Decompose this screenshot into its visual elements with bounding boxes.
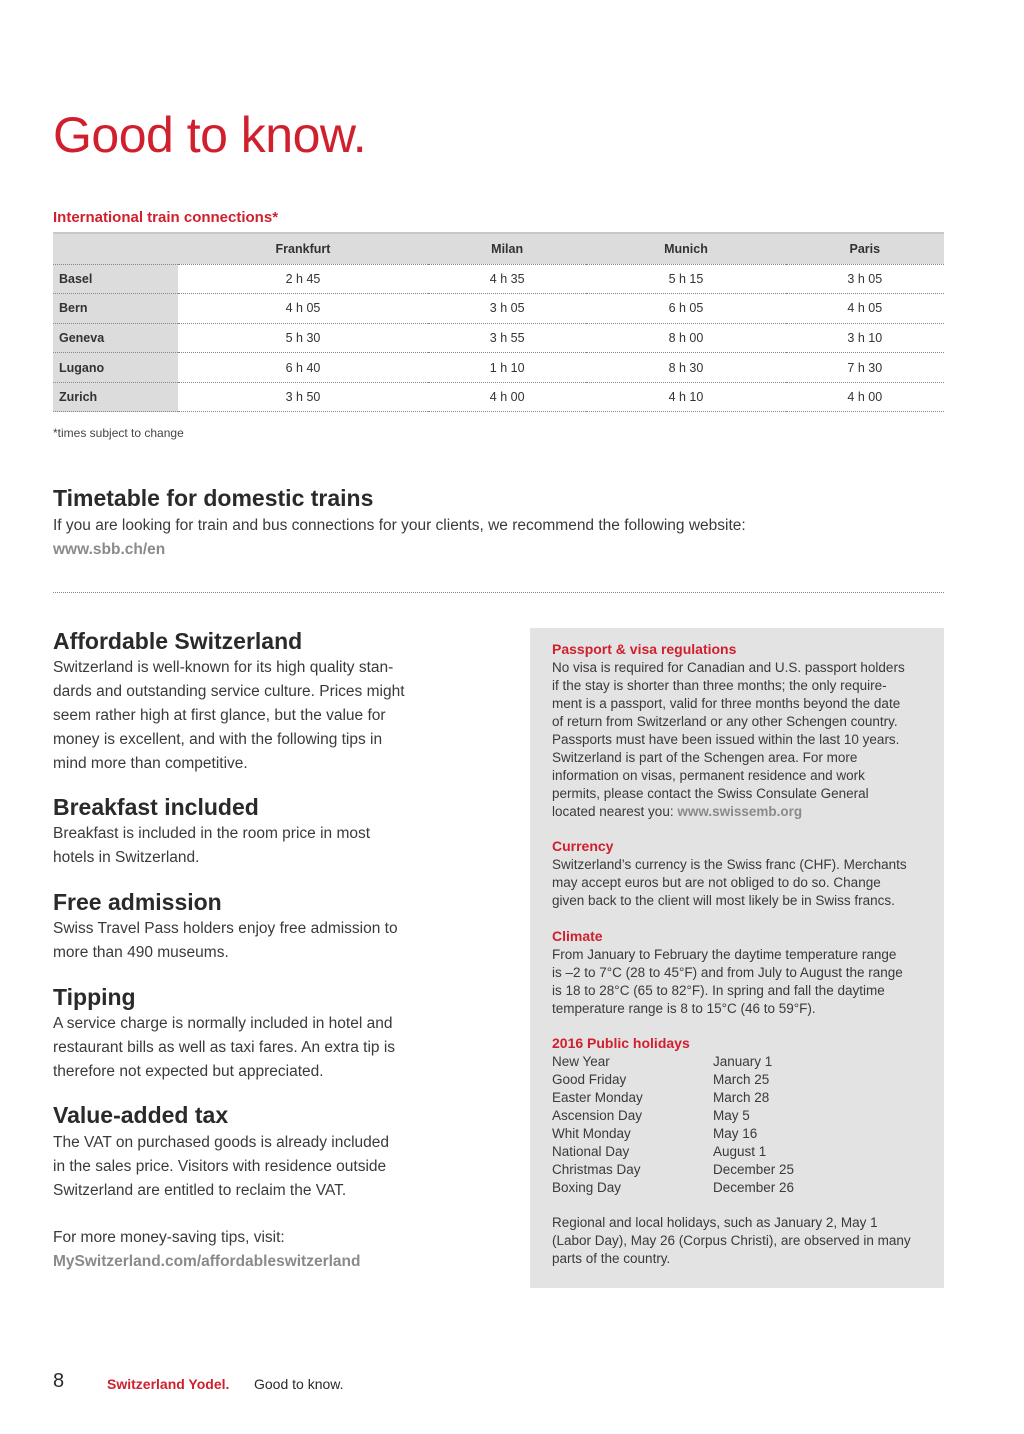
holiday-name: Good Friday bbox=[552, 1072, 627, 1087]
text-line: restaurant bills as well as taxi fares. An extra tip is bbox=[53, 1039, 396, 1056]
text-line: therefore not expected but appreciated. bbox=[53, 1063, 324, 1080]
text-line: of return from Switzerland or any other Schengen country. bbox=[552, 714, 898, 729]
passport-text bbox=[552, 659, 924, 821]
table-cell: 6 h 40 bbox=[178, 353, 428, 383]
text-line: information on visas, permanent residence and work bbox=[552, 768, 865, 783]
row-city: Basel bbox=[53, 264, 178, 294]
column-header: Milan bbox=[428, 233, 586, 264]
holiday-date: December 25 bbox=[713, 1162, 795, 1177]
text-line: No visa is required for Canadian and U.S. passport holders bbox=[552, 660, 905, 675]
climate-text bbox=[552, 946, 924, 1018]
sbb-link[interactable]: www.sbb.ch/en bbox=[53, 541, 166, 558]
table-cell: 3 h 05 bbox=[428, 294, 586, 324]
text-line: The VAT on purchased goods is already included bbox=[53, 1134, 390, 1151]
holiday-name: Whit Monday bbox=[552, 1126, 631, 1141]
table-row bbox=[53, 294, 944, 324]
row-city: Bern bbox=[53, 294, 178, 324]
holidays-list bbox=[552, 1053, 924, 1197]
breakfast-text bbox=[53, 822, 370, 870]
text-line: From January to February the daytime temperature range bbox=[552, 947, 897, 962]
table-cell: 8 h 30 bbox=[586, 353, 785, 383]
page-title: Good to know. bbox=[53, 107, 367, 163]
table-row bbox=[53, 382, 944, 412]
text-line: dards and outstanding service culture. Prices might bbox=[53, 683, 405, 700]
text-line: hotels in Switzerland. bbox=[53, 849, 200, 866]
list-item bbox=[552, 1089, 924, 1107]
table-cell: 3 h 10 bbox=[786, 323, 944, 353]
table-cell: 7 h 30 bbox=[786, 353, 944, 383]
text-line bbox=[552, 803, 924, 821]
table-cell: 5 h 15 bbox=[586, 264, 785, 294]
more-tips-text: For more money-saving tips, visit: bbox=[53, 1229, 285, 1246]
text-line: Passports must have been issued within the last 10 years. bbox=[552, 732, 900, 747]
holiday-date: May 16 bbox=[713, 1126, 758, 1141]
breakfast-heading: Breakfast included bbox=[53, 794, 259, 820]
column-header: Paris bbox=[786, 233, 944, 264]
admission-heading: Free admission bbox=[53, 889, 222, 915]
text-line: is 18 to 28°C (65 to 82°F). In spring and fall the daytime bbox=[552, 983, 885, 998]
text-line: given back to the client will most likely be in Swiss francs. bbox=[552, 893, 895, 908]
text-line: Regional and local holidays, such as January 2, May 1 bbox=[552, 1215, 878, 1230]
text-line: seem rather high at first glance, but the value for bbox=[53, 707, 386, 724]
list-item bbox=[552, 1143, 924, 1161]
timetable-text: If you are looking for train and bus connections for your clients, we recommend the following website: bbox=[53, 517, 746, 534]
text-line: temperature range is 8 to 15°C (46 to 59°F). bbox=[552, 1001, 816, 1016]
table-cell: 1 h 10 bbox=[428, 353, 586, 383]
holiday-name: National Day bbox=[552, 1144, 630, 1159]
column-header: Munich bbox=[586, 233, 785, 264]
footer-subtitle: Good to know. bbox=[254, 1376, 344, 1392]
table-corner-cell bbox=[53, 233, 178, 264]
text-line: if the stay is shorter than three months; the only require- bbox=[552, 678, 887, 693]
table-footnote: *times subject to change bbox=[53, 426, 184, 440]
timetable-heading: Timetable for domestic trains bbox=[53, 485, 374, 511]
list-item bbox=[552, 1053, 924, 1071]
climate-heading: Climate bbox=[552, 928, 603, 944]
holiday-date: August 1 bbox=[713, 1144, 767, 1159]
table-cell: 4 h 05 bbox=[178, 294, 428, 324]
section-divider bbox=[53, 592, 944, 593]
table-cell: 4 h 00 bbox=[786, 382, 944, 412]
table-cell: 6 h 05 bbox=[586, 294, 785, 324]
list-item bbox=[552, 1179, 924, 1197]
holiday-name: Ascension Day bbox=[552, 1108, 643, 1123]
holiday-date: December 26 bbox=[713, 1180, 795, 1195]
text-line: more than 490 museums. bbox=[53, 944, 229, 961]
holiday-date: March 28 bbox=[713, 1090, 770, 1105]
table-row bbox=[53, 264, 944, 294]
row-city: Lugano bbox=[53, 353, 178, 383]
text-line: in the sales price. Visitors with residence outside bbox=[53, 1158, 387, 1175]
affordable-link[interactable]: MySwitzerland.com/affordableswitzerland bbox=[53, 1253, 361, 1270]
text-line: Switzerland is part of the Schengen area. For more bbox=[552, 750, 858, 765]
train-connections-table bbox=[53, 232, 944, 412]
text-line: Breakfast is included in the room price in most bbox=[53, 825, 371, 842]
table-cell: 4 h 00 bbox=[428, 382, 586, 412]
text-line: Switzerland is well-known for its high quality stan- bbox=[53, 659, 394, 676]
text-line: Swiss Travel Pass holders enjoy free admission to bbox=[53, 920, 398, 937]
holiday-date: March 25 bbox=[713, 1072, 770, 1087]
table-header-row bbox=[53, 233, 944, 264]
list-item bbox=[552, 1161, 924, 1179]
table-cell: 4 h 35 bbox=[428, 264, 586, 294]
swissemb-link[interactable]: www.swissemb.org bbox=[677, 804, 803, 819]
list-item bbox=[552, 1107, 924, 1125]
text-line: (Labor Day), May 26 (Corpus Christi), are observed in many bbox=[552, 1233, 911, 1248]
holiday-name: New Year bbox=[552, 1054, 610, 1069]
table-row bbox=[53, 353, 944, 383]
table-cell: 8 h 00 bbox=[586, 323, 785, 353]
currency-text bbox=[552, 856, 924, 910]
tipping-heading: Tipping bbox=[53, 984, 136, 1010]
footer-brand: Switzerland Yodel. bbox=[107, 1376, 230, 1392]
passport-heading: Passport & visa regulations bbox=[552, 641, 737, 657]
text-line: may accept euros but are not obliged to do so. Change bbox=[552, 875, 881, 890]
text-line: parts of the country. bbox=[552, 1251, 671, 1266]
list-item bbox=[552, 1071, 924, 1089]
text-line: A service charge is normally included in hotel and bbox=[53, 1015, 393, 1032]
tipping-text bbox=[53, 1012, 395, 1084]
admission-text bbox=[53, 917, 398, 965]
list-item bbox=[552, 1125, 924, 1143]
text-line: mind more than competitive. bbox=[53, 755, 248, 772]
holiday-date: May 5 bbox=[713, 1108, 750, 1123]
table-cell: 3 h 50 bbox=[178, 382, 428, 412]
currency-heading: Currency bbox=[552, 838, 614, 854]
holidays-heading: 2016 Public holidays bbox=[552, 1035, 690, 1051]
affordable-text bbox=[53, 656, 405, 776]
table-row bbox=[53, 323, 944, 353]
holiday-name: Christmas Day bbox=[552, 1162, 641, 1177]
table-cell: 5 h 30 bbox=[178, 323, 428, 353]
text-line: permits, please contact the Swiss Consulate General bbox=[552, 786, 869, 801]
row-city: Zurich bbox=[53, 382, 178, 412]
table-cell: 3 h 55 bbox=[428, 323, 586, 353]
vat-heading: Value-added tax bbox=[53, 1102, 229, 1128]
text-line: Switzerland’s currency is the Swiss franc (CHF). Merchants bbox=[552, 857, 907, 872]
table-cell: 3 h 05 bbox=[786, 264, 944, 294]
page-number: 8 bbox=[53, 1370, 65, 1392]
passport-last-line: located nearest you: bbox=[552, 804, 674, 819]
table-cell: 4 h 10 bbox=[586, 382, 785, 412]
holiday-date: January 1 bbox=[713, 1054, 773, 1069]
text-line: ment is a passport, valid for three months beyond the date bbox=[552, 696, 901, 711]
holiday-name: Boxing Day bbox=[552, 1180, 622, 1195]
holiday-name: Easter Monday bbox=[552, 1090, 643, 1105]
table-cell: 4 h 05 bbox=[786, 294, 944, 324]
affordable-heading: Affordable Switzerland bbox=[53, 628, 303, 654]
table-cell: 2 h 45 bbox=[178, 264, 428, 294]
train-connections-title: International train connections* bbox=[53, 209, 279, 226]
row-city: Geneva bbox=[53, 323, 178, 353]
vat-text bbox=[53, 1131, 389, 1203]
text-line: Switzerland are entitled to reclaim the VAT. bbox=[53, 1182, 347, 1199]
column-header: Frankfurt bbox=[178, 233, 428, 264]
text-line: money is excellent, and with the following tips in bbox=[53, 731, 383, 748]
text-line: is –2 to 7°C (28 to 45°F) and from July to August the range bbox=[552, 965, 903, 980]
holidays-note bbox=[552, 1214, 924, 1268]
